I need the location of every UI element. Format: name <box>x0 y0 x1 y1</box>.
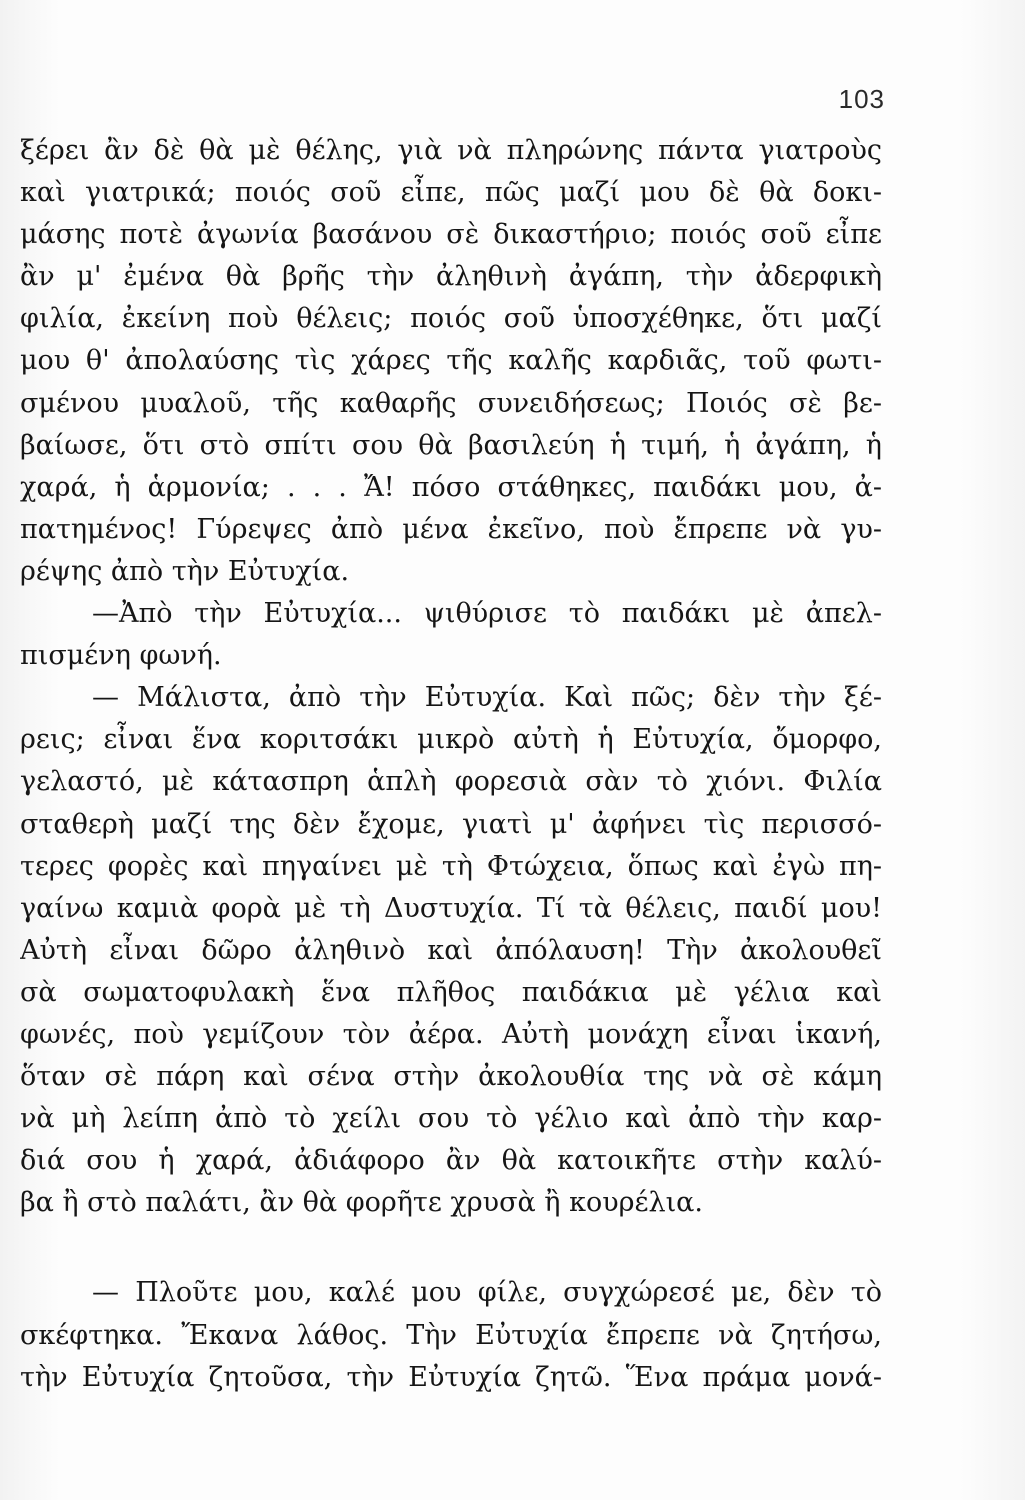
text-line: ρεις; εἶναι ἕνα κοριτσάκι μικρὸ αὐτὴ ἡ Εὐτυχία, ὄμορφο, <box>20 724 882 756</box>
text-line: γαίνω καμιὰ φορὰ μὲ τὴ Δυστυχία. Τί τὰ θέλεις, παιδί μου! <box>20 892 882 924</box>
text-line: —Ἀπὸ τὴν Εὐτυχία... ψιθύρισε τὸ παιδάκι μὲ ἀπελ- <box>92 598 882 630</box>
text-line: ρέψης ἀπὸ τὴν Εὐτυχία. <box>20 555 350 587</box>
text-line: ὅταν σὲ πάρη καὶ σένα στὴν ἀκολουθία της νὰ σὲ κάμη <box>20 1061 882 1093</box>
text-line: μάσης ποτὲ ἀγωνία βασάνου σὲ δικαστήριο; ποιός σοῦ εἶπε <box>20 219 882 251</box>
paragraph <box>20 1272 882 1398</box>
paragraph <box>20 593 882 677</box>
text-line: νὰ μὴ λείπη ἀπὸ τὸ χείλι σου τὸ γέλιο καὶ ἀπὸ τὴν καρ- <box>20 1103 882 1135</box>
text-line: καὶ γιατρικά; ποιός σοῦ εἶπε, πῶς μαζί μου δὲ θὰ δοκι- <box>20 177 882 209</box>
text-body <box>20 130 882 1399</box>
text-line: τὴν Εὐτυχία ζητοῦσα, τὴν Εὐτυχία ζητῶ. Ἕνα πράμα μονά- <box>20 1361 882 1393</box>
text-line: βα ἢ στὸ παλάτι, ἂν θὰ φορῆτε χρυσὰ ἢ κουρέλια. <box>20 1187 703 1219</box>
text-line: ξέρει ἂν δὲ θὰ μὲ θέλης, γιὰ νὰ πληρώνης πάντα γιατροὺς <box>20 135 882 166</box>
text-line: βαίωσε, ὅτι στὸ σπίτι σου θὰ βασιλεύη ἡ τιμή, ἡ ἀγάπη, ἡ <box>20 429 882 461</box>
text-line: — Μάλιστα, ἀπὸ τὴν Εὐτυχία. Καὶ πῶς; δὲν τὴν ξέ- <box>92 682 882 714</box>
text-line: — Πλοῦτε μου, καλέ μου φίλε, συγχώρεσέ με, δὲν τὸ <box>92 1277 882 1309</box>
paragraph <box>20 677 882 1224</box>
paragraph-gap <box>20 1224 882 1272</box>
text-line: σκέφτηκα. Ἔκανα λάθος. Τὴν Εὐτυχία ἔπρεπε νὰ ζητήσω, <box>20 1319 882 1351</box>
text-line: φιλία, ἐκείνη ποὺ θέλεις; ποιός σοῦ ὑποσχέθηκε, ὅτι μαζί <box>20 303 882 335</box>
text-line: γελαστό, μὲ κάτασπρη ἁπλὴ φορεσιὰ σὰν τὸ χιόνι. Φιλία <box>20 766 882 798</box>
text-line: τερες φορὲς καὶ πηγαίνει μὲ τὴ Φτώχεια, ὅπως καὶ ἐγὼ πη- <box>20 850 882 882</box>
text-line: μου θ' ἀπολαύσης τὶς χάρες τῆς καλῆς καρδιᾶς, τοῦ φωτι- <box>20 345 882 377</box>
text-line: φωνές, ποὺ γεμίζουν τὸν ἀέρα. Αὐτὴ μονάχη εἶναι ἱκανή, <box>20 1018 882 1050</box>
text-line: ἂν μ' ἐμένα θὰ βρῆς τὴν ἀληθινὴ ἀγάπη, τὴν ἀδερφικὴ <box>20 261 882 293</box>
text-line: Αὐτὴ εἶναι δῶρο ἀληθινὸ καὶ ἀπόλαυση! Τὴν ἀκολουθεῖ <box>20 934 882 966</box>
text-line: πισμένη φωνή. <box>20 640 222 672</box>
text-line: σταθερὴ μαζί της δὲν ἔχομε, γιατὶ μ' ἀφήνει τὶς περισσό- <box>20 808 882 840</box>
page-number: 103 <box>838 84 885 114</box>
text-line: χαρά, ἡ ἁρμονία; . . . Ἄ! πόσο στάθηκες, παιδάκι μου, ἀ- <box>20 471 882 503</box>
text-line: σμένου μυαλοῦ, τῆς καθαρῆς συνειδήσεως; Ποιός σὲ βε- <box>20 387 882 419</box>
text-line: πατημένος! Γύρεψες ἀπὸ μένα ἐκεῖνο, ποὺ ἔπρεπε νὰ γυ- <box>20 513 882 545</box>
text-line: διά σου ἡ χαρά, ἀδιάφορο ἂν θὰ κατοικῆτε στὴν καλύ- <box>20 1145 882 1177</box>
paragraph <box>20 130 882 593</box>
text-line: σὰ σωματοφυλακὴ ἕνα πλῆθος παιδάκια μὲ γέλια καὶ <box>20 976 882 1008</box>
